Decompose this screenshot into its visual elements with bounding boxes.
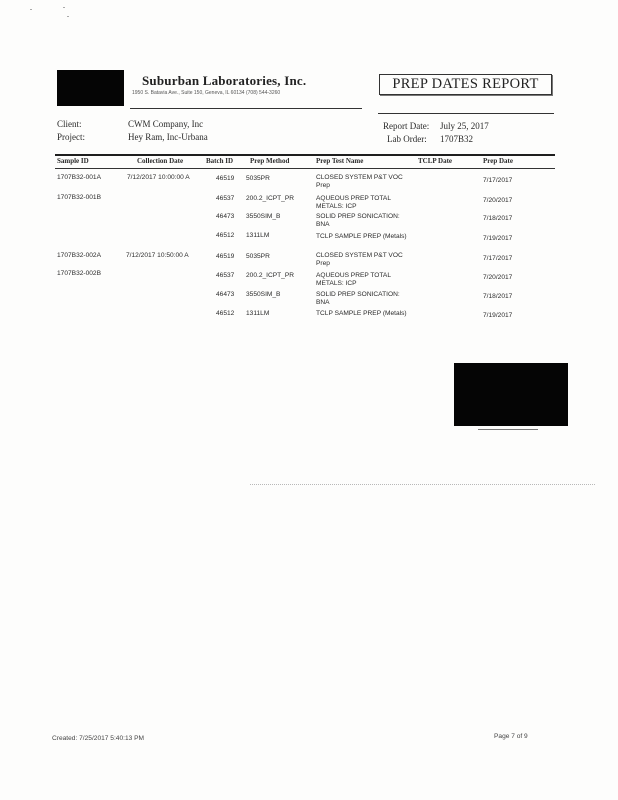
row1-sample-id: 1707B32-001A	[57, 174, 101, 181]
scan-speck	[63, 7, 65, 8]
client-value: CWM Company, Inc	[128, 119, 204, 129]
report-date-value: July 25, 2017	[440, 121, 489, 131]
row6-batch-id: 46537	[216, 272, 235, 279]
report-title: PREP DATES REPORT	[379, 74, 552, 95]
row5-sample-id: 1707B32-002A	[57, 252, 101, 259]
row4-batch-id: 46512	[216, 232, 235, 239]
row2-batch-id: 46537	[216, 195, 235, 202]
row8-prep-test-name: TCLP SAMPLE PREP (Metals)	[316, 310, 407, 317]
col-prep-test-name: Prep Test Name	[316, 157, 364, 165]
row8-prep-date: 7/19/2017	[483, 312, 513, 319]
redacted-logo	[57, 70, 124, 106]
lab-address: 1950 S. Batavia Ave., Suite 150, Geneva, IL 60134 (708) 544-3260	[132, 90, 281, 96]
row1-collection-date: 7/12/2017 10:00:00 A	[127, 174, 190, 181]
lab-order-value: 1707B32	[440, 134, 474, 144]
col-sample-id: Sample ID	[57, 157, 89, 165]
table-header-rule	[55, 168, 555, 169]
row5-collection-date: 7/12/2017 10:50:00 A	[126, 252, 189, 259]
col-prep-method: Prep Method	[250, 157, 290, 165]
row5-prep-date: 7/17/2017	[483, 255, 513, 262]
row7-prep-method: 3550SIM_B	[246, 291, 281, 298]
row7-prep-date: 7/18/2017	[483, 293, 513, 300]
lab-name: Suburban Laboratories, Inc.	[142, 73, 307, 88]
signature-rule	[478, 429, 538, 430]
scan-artifact-line	[250, 484, 595, 485]
row1-prep-test-name: CLOSED SYSTEM P&T VOC Prep	[316, 174, 403, 189]
row1-prep-date: 7/17/2017	[483, 177, 513, 184]
row5-prep-test-name: CLOSED SYSTEM P&T VOC Prep	[316, 252, 403, 267]
row6-prep-method: 200.2_ICPT_PR	[246, 272, 295, 279]
redacted-signature	[454, 363, 568, 426]
scan-speck	[67, 16, 69, 17]
row1-prep-method: 5035PR	[246, 175, 270, 182]
row4-prep-test-name: TCLP SAMPLE PREP (Metals)	[316, 233, 407, 240]
footer-page-number: Page 7 of 9	[494, 733, 528, 740]
col-prep-date: Prep Date	[483, 157, 513, 165]
lab-order-label: Lab Order:	[387, 134, 427, 144]
project-value: Hey Ram, Inc-Urbana	[128, 132, 208, 142]
table-top-rule	[55, 154, 555, 156]
row7-batch-id: 46473	[216, 291, 235, 298]
row2-prep-test-name: AQUEOUS PREP TOTAL METALS: ICP	[316, 195, 391, 210]
row2-prep-date: 7/20/2017	[483, 197, 513, 204]
row6-sample-id: 1707B32-002B	[57, 270, 101, 277]
header-rule-left	[130, 108, 362, 109]
row2-sample-id: 1707B32-001B	[57, 194, 101, 201]
row5-batch-id: 46519	[216, 253, 235, 260]
col-batch-id: Batch ID	[206, 157, 234, 165]
row6-prep-date: 7/20/2017	[483, 274, 513, 281]
row3-batch-id: 46473	[216, 213, 235, 220]
header-rule-right	[378, 113, 554, 114]
row3-prep-date: 7/18/2017	[483, 215, 513, 222]
row8-prep-method: 1311LM	[246, 310, 270, 317]
row2-prep-method: 200.2_ICPT_PR	[246, 195, 295, 202]
row4-prep-date: 7/19/2017	[483, 235, 513, 242]
client-label: Client:	[57, 119, 82, 129]
report-date-label: Report Date:	[383, 121, 430, 131]
footer-created: Created: 7/25/2017 5:40:13 PM	[52, 735, 145, 742]
row8-batch-id: 46512	[216, 310, 235, 317]
row3-prep-test-name: SOLID PREP SONICATION: BNA	[316, 213, 400, 228]
project-label: Project:	[57, 132, 85, 142]
row1-batch-id: 46519	[216, 175, 235, 182]
row3-prep-method: 3550SIM_B	[246, 213, 281, 220]
col-collection-date: Collection Date	[137, 157, 184, 165]
row5-prep-method: 5035PR	[246, 253, 270, 260]
row7-prep-test-name: SOLID PREP SONICATION: BNA	[316, 291, 400, 306]
scan-speck	[30, 9, 32, 10]
row6-prep-test-name: AQUEOUS PREP TOTAL METALS: ICP	[316, 272, 391, 287]
row4-prep-method: 1311LM	[246, 232, 270, 239]
col-tclp-date: TCLP Date	[418, 157, 453, 165]
